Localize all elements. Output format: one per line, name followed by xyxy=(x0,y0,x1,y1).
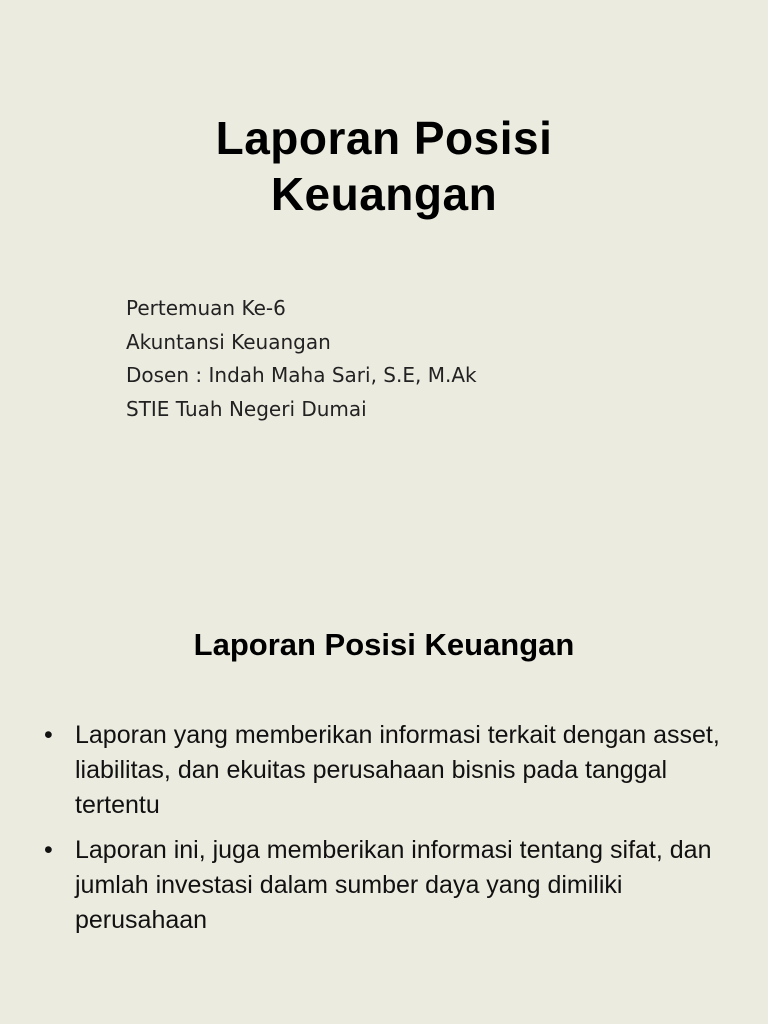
bullet-dot-icon: • xyxy=(44,836,53,864)
bullet-item xyxy=(44,718,724,823)
slide-title xyxy=(0,110,768,222)
content-heading: Laporan Posisi Keuangan xyxy=(193,627,575,662)
subtitle-course: Akuntansi Keuangan xyxy=(126,329,331,354)
bullet-text: Laporan yang memberikan informasi terkait dengan asset, liabilitas, dan ekuitas perusahaan bisnis pada tanggal tertentu xyxy=(75,721,720,819)
slide-title-line-1: Laporan Posisi xyxy=(215,112,553,164)
slide-subtitle xyxy=(126,292,477,426)
content-slide xyxy=(0,580,768,1024)
subtitle-meeting: Pertemuan Ke-6 xyxy=(126,296,286,320)
bullet-dot-icon: • xyxy=(44,721,53,749)
subtitle-institution: STIE Tuah Negeri Dumai xyxy=(126,396,367,421)
bullet-text: Laporan ini, juga memberikan informasi tentang sifat, dan jumlah investasi dalam sumber daya yang dimiliki perusahaan xyxy=(75,836,712,934)
subtitle-lecturer: Dosen : Indah Maha Sari, S.E, M.Ak xyxy=(126,363,477,387)
slide-title-line-2: Keuangan xyxy=(270,168,498,220)
bullet-item xyxy=(44,833,724,938)
bullet-list xyxy=(44,718,724,948)
